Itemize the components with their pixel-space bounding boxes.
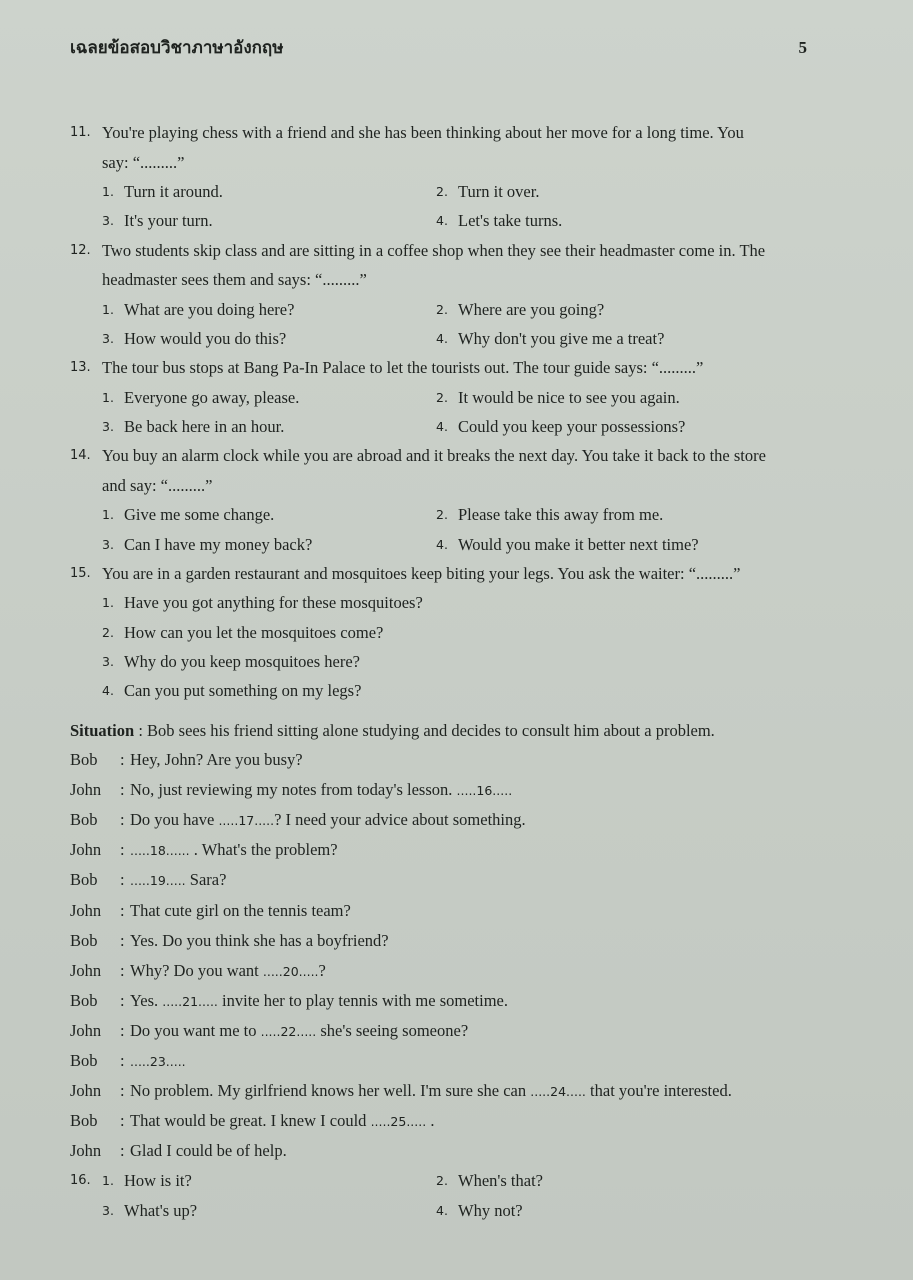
option-number: 3.: [102, 418, 114, 434]
dialog-text-a: Do you have: [130, 810, 219, 830]
option-number: 2.: [102, 624, 114, 640]
question-text: headmaster sees them and says: “.........”: [102, 270, 367, 290]
question-text: You are in a garden restaurant and mosquitoes keep biting your legs. You ask the waiter: “.........”: [102, 563, 741, 583]
dialog-line: [70, 956, 810, 986]
dialog-line: [70, 1046, 810, 1076]
speaker-name: Bob: [70, 870, 98, 890]
question-text: You buy an alarm clock while you are abroad and it breaks the next day. You take it back to the store: [102, 446, 766, 466]
dialog-blank: .....25.....: [370, 1114, 427, 1130]
dialog-line: [70, 1106, 810, 1136]
speaker-name: Bob: [70, 810, 98, 830]
question-12: [70, 236, 810, 354]
dialog-line: [70, 835, 810, 865]
option-text: Let's take turns.: [458, 211, 563, 231]
option-number: 4.: [102, 683, 114, 699]
colon: :: [120, 990, 125, 1010]
speaker-name: John: [70, 900, 102, 920]
option-text: Why not?: [458, 1200, 523, 1220]
question-11: [70, 118, 810, 236]
answer-option: [102, 412, 436, 441]
dialog-line: [70, 896, 810, 926]
header-title: เฉลยข้อสอบวิชาภาษาอังกฤษ: [70, 38, 284, 58]
option-number: 1.: [102, 1173, 114, 1189]
option-text: Be back here in an hour.: [124, 416, 285, 436]
answer-option: [102, 206, 436, 235]
dialog-blank: .....16.....: [456, 783, 513, 799]
answer-option: [436, 383, 810, 412]
option-text: How is it?: [124, 1171, 192, 1191]
dialog-blank: .....21.....: [162, 993, 218, 1009]
option-text: What's up?: [124, 1200, 198, 1220]
answer-options: [102, 383, 810, 442]
dialog-text-a: Do you want me to: [130, 1020, 261, 1040]
colon: :: [120, 900, 125, 920]
page-number: 5: [798, 38, 807, 57]
answer-option: [102, 530, 436, 559]
dialog-text-a: Yes.: [130, 990, 163, 1010]
page-header: [70, 34, 807, 61]
question-line: [70, 559, 810, 589]
dialog-line: [70, 1016, 810, 1046]
dialog-text-a: That would be great. I knew I could: [130, 1111, 371, 1131]
dialog-text-a: Yes. Do you think she has a boyfriend?: [130, 930, 389, 950]
colon: :: [120, 1020, 125, 1040]
speaker-name: John: [70, 780, 102, 800]
option-number: 3.: [102, 213, 114, 229]
dialog-text: [130, 805, 526, 835]
dialog-text-a: No problem. My girlfriend knows her well. I'm sure she can: [130, 1081, 531, 1101]
dialog-text-a: Glad I could be of help.: [130, 1141, 287, 1161]
option-number: 2.: [436, 1173, 448, 1189]
option-number: 1.: [102, 389, 114, 405]
dialog-blank: .....17.....: [218, 813, 275, 829]
question-line: [70, 1166, 810, 1196]
dialog-line: [70, 805, 810, 835]
option-text: Can I have my money back?: [124, 534, 313, 554]
dialog-text-c: . What's the problem?: [189, 840, 338, 860]
question-text: and say: “.........”: [102, 475, 213, 495]
speaker-name: John: [70, 1081, 102, 1101]
dialog-text-c: ?: [318, 960, 326, 980]
question-line: [70, 441, 810, 471]
situation-line: [70, 716, 810, 746]
dialog-text: [130, 896, 351, 926]
answer-option: [102, 500, 436, 529]
question-text: Two students skip class and are sitting in a coffee shop when they see their headmaster come in. The: [102, 240, 766, 260]
answer-option: [102, 676, 810, 705]
speaker-name: Bob: [70, 990, 98, 1010]
option-number: 2.: [436, 184, 448, 199]
question-text: say: “.........”: [102, 152, 185, 172]
answer-option: [102, 1166, 436, 1196]
answer-option: [436, 1196, 810, 1225]
dialog-text-a: That cute girl on the tennis team?: [130, 900, 351, 920]
speaker-name: Bob: [70, 1111, 98, 1131]
question-line: [70, 265, 810, 295]
question-number: 14.: [70, 448, 91, 464]
option-text: It would be nice to see you again.: [458, 387, 680, 407]
dialog-text: [130, 775, 512, 805]
dialog-line: [70, 1136, 810, 1166]
dialog-text-c: .: [426, 1111, 435, 1131]
speaker-name: John: [70, 960, 102, 980]
dialog-line: [70, 775, 810, 805]
dialog-text: [130, 1076, 732, 1106]
answer-options: [102, 1196, 810, 1225]
dialog-line: [70, 745, 810, 775]
speaker-name: John: [70, 1020, 102, 1040]
answer-option: [102, 177, 436, 206]
option-number: 3.: [102, 1202, 114, 1218]
option-text: Can you put something on my legs?: [124, 681, 362, 701]
option-text: Could you keep your possessions?: [458, 416, 686, 436]
situation-text: : Bob sees his friend sitting alone studying and decides to consult him about a problem.: [138, 720, 715, 740]
dialog-text-c: invite her to play tennis with me sometime.: [217, 990, 508, 1010]
option-text: When's that?: [458, 1171, 543, 1191]
question-text: You're playing chess with a friend and she has been thinking about her move for a long time. You: [102, 123, 744, 142]
answer-option: [436, 1166, 810, 1196]
option-number: 4.: [436, 1202, 448, 1218]
dialog-text-a: No, just reviewing my notes from today's lesson.: [130, 780, 457, 800]
question-line: [70, 236, 810, 266]
answer-option: [436, 530, 810, 559]
dialog-text-a: Why? Do you want: [130, 960, 263, 980]
colon: :: [120, 1051, 125, 1070]
option-text: What are you doing here?: [124, 299, 295, 319]
dialog-text: [130, 986, 508, 1016]
question-16: [70, 1166, 810, 1225]
colon: :: [120, 1141, 125, 1161]
question-line: [70, 118, 810, 148]
colon: :: [120, 930, 125, 950]
question-13: [70, 353, 810, 441]
question-number: 16.: [70, 1173, 91, 1189]
dialog-text: [130, 745, 303, 775]
option-number: 1.: [102, 507, 114, 523]
dialog-text-c: she's seeing someone?: [316, 1020, 469, 1040]
option-text: Have you got anything for these mosquitoes?: [124, 593, 423, 613]
option-text: Why don't you give me a treat?: [458, 328, 665, 348]
question-number: 11.: [70, 125, 91, 140]
dialog-text: [130, 926, 389, 956]
colon: :: [120, 1111, 125, 1131]
dialog-line: [70, 986, 810, 1016]
question-line: [70, 471, 810, 501]
dialog-text-c: Sara?: [185, 870, 227, 890]
answer-option: [102, 383, 436, 412]
question-text: The tour bus stops at Bang Pa-In Palace to let the tourists out. The tour guide says: “.........”: [102, 358, 704, 378]
question-number: 13.: [70, 360, 91, 376]
speaker-name: Bob: [70, 1051, 98, 1070]
question-line: [70, 148, 810, 178]
answer-option: [436, 206, 810, 235]
dialog-line: [70, 865, 810, 895]
option-text: Where are you going?: [458, 299, 605, 319]
dialog-text: [130, 865, 226, 895]
option-number: 3.: [102, 536, 114, 552]
option-number: 4.: [436, 536, 448, 552]
colon: :: [120, 780, 125, 800]
option-text: It's your turn.: [124, 211, 213, 231]
option-text: How would you do this?: [124, 328, 287, 348]
dialog-blank: .....19.....: [130, 873, 186, 889]
dialog-text: [130, 956, 326, 986]
answer-options: [102, 500, 810, 559]
option-number: 4.: [436, 330, 448, 346]
dialog-blank: .....23.....: [130, 1054, 186, 1069]
speaker-name: Bob: [70, 750, 98, 770]
dialog-text: [130, 1016, 468, 1046]
answer-option: [102, 324, 436, 353]
dialog-blank: .....22.....: [260, 1023, 317, 1039]
speaker-name: John: [70, 840, 102, 860]
question-line: [70, 353, 810, 383]
answer-option: [102, 295, 436, 324]
colon: :: [120, 960, 125, 980]
question-15: [70, 559, 810, 706]
dialog-text: [130, 1106, 434, 1136]
answer-options: [102, 177, 810, 236]
option-number: 1.: [102, 595, 114, 611]
colon: :: [120, 870, 125, 890]
answer-option: [436, 324, 810, 353]
option-number: 2.: [436, 301, 448, 317]
dialog-line: [70, 1076, 810, 1106]
question-14: [70, 441, 810, 559]
answer-options: [102, 295, 810, 354]
option-text: Everyone go away, please.: [124, 387, 300, 407]
option-text: Why do you keep mosquitoes here?: [124, 651, 360, 671]
question-number: 12.: [70, 242, 91, 258]
dialog-text-c: ? I need your advice about something.: [274, 810, 526, 830]
option-number: 3.: [102, 330, 114, 346]
option-number: 4.: [436, 418, 448, 434]
option-text: Please take this away from me.: [458, 505, 664, 525]
option-text: Give me some change.: [124, 505, 275, 525]
answer-options: [102, 588, 810, 705]
colon: :: [120, 840, 125, 860]
dialog-text-a: Hey, John? Are you busy?: [130, 750, 303, 770]
option-number: 2.: [436, 389, 448, 405]
speaker-name: Bob: [70, 930, 98, 950]
dialog-blank: .....24.....: [530, 1084, 586, 1100]
dialog-text: [130, 1046, 186, 1076]
answer-option: [436, 177, 810, 206]
dialog-text-c: that you're interested.: [585, 1081, 732, 1101]
answer-option: [102, 647, 810, 676]
dialog-text: [130, 1136, 287, 1166]
answer-option: [436, 295, 810, 324]
exam-content: [70, 118, 810, 1225]
answer-option: [436, 500, 810, 529]
option-text: Turn it around.: [124, 182, 223, 201]
dialog-blank: .....18......: [130, 843, 190, 859]
colon: :: [120, 810, 125, 830]
question-number: 15.: [70, 565, 91, 581]
option-number: 1.: [102, 301, 114, 317]
dialog: [70, 745, 810, 1166]
option-number: 1.: [102, 184, 114, 199]
colon: :: [120, 1081, 125, 1101]
option-number: 3.: [102, 653, 114, 669]
option-text: Turn it over.: [458, 182, 540, 201]
answer-options: [102, 1166, 810, 1196]
speaker-name: John: [70, 1141, 102, 1161]
dialog-text: [130, 835, 338, 865]
option-number: 4.: [436, 213, 448, 229]
answer-option: [436, 412, 810, 441]
situation-label: Situation: [70, 720, 135, 740]
answer-option: [102, 618, 810, 647]
option-text: Would you make it better next time?: [458, 534, 699, 554]
colon: :: [120, 750, 125, 770]
dialog-blank: .....20.....: [262, 963, 319, 979]
option-number: 2.: [436, 507, 448, 523]
option-text: How can you let the mosquitoes come?: [124, 622, 384, 642]
answer-option: [102, 1196, 436, 1225]
answer-option: [102, 588, 810, 617]
dialog-line: [70, 926, 810, 956]
